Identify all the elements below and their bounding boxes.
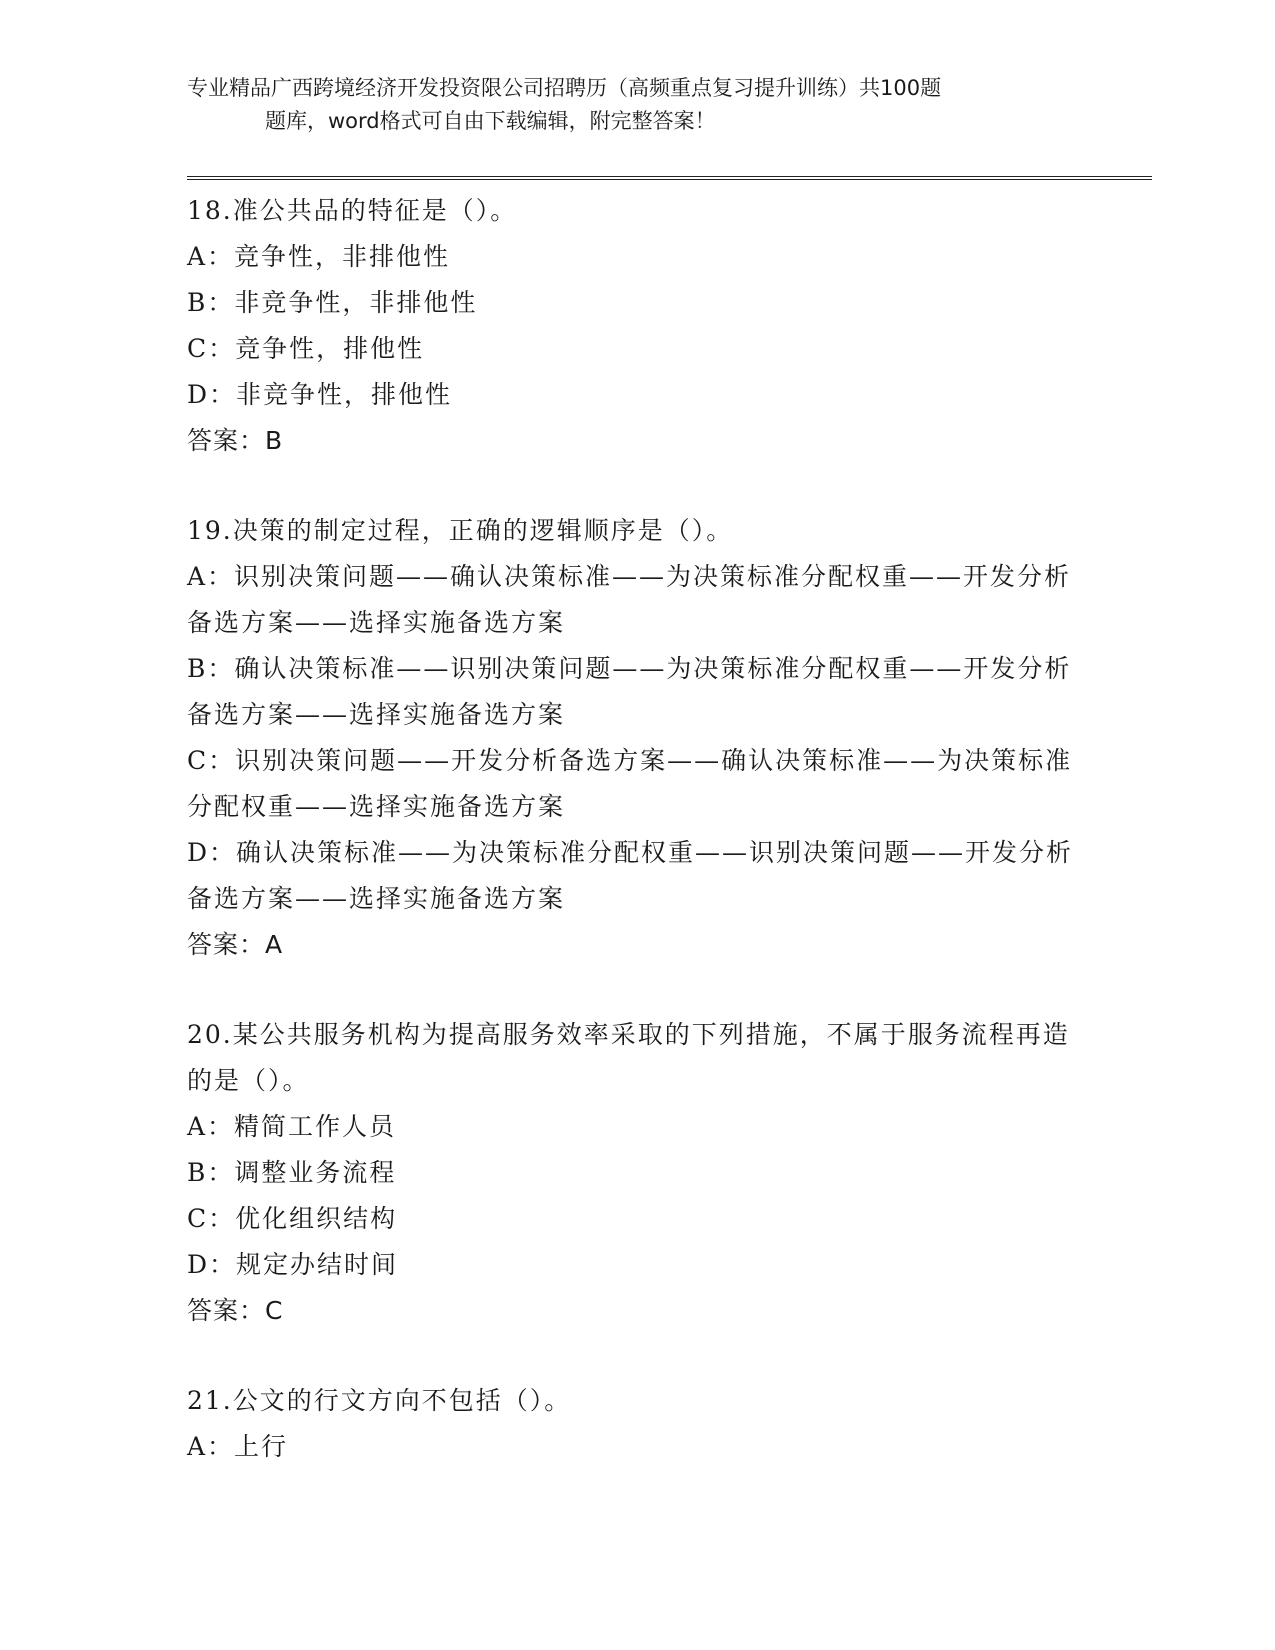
document-header	[187, 72, 1087, 138]
question-list	[187, 188, 1087, 1470]
question-stem: 21.公文的行文方向不包括（）。	[187, 1386, 572, 1415]
answer-label: 答案：C	[187, 1296, 284, 1325]
header-title-line-2: 题库，word格式可自由下载编辑，附完整答案！	[265, 109, 716, 133]
option-d: D：确认决策标准——为决策标准分配权重——识别决策问题——开发分析备选方案——选择实施备选方案	[187, 838, 1074, 913]
option-a: A：精简工作人员	[187, 1112, 397, 1141]
question-19	[187, 508, 1087, 968]
option-a: A：竞争性，非排他性	[187, 242, 451, 271]
answer-label: 答案：A	[187, 930, 284, 959]
option-b: B：调整业务流程	[187, 1158, 397, 1187]
option-c: C：竞争性，排他性	[187, 334, 425, 363]
option-a: A：上行	[187, 1432, 289, 1461]
header-divider	[187, 176, 1152, 180]
option-d: D：非竞争性，排他性	[187, 380, 453, 409]
option-a: A：识别决策问题——确认决策标准——为决策标准分配权重——开发分析备选方案——选择实施备选方案	[187, 562, 1072, 637]
option-d: D：规定办结时间	[187, 1250, 399, 1279]
answer-label: 答案：B	[187, 426, 284, 455]
question-stem: 20.某公共服务机构为提高服务效率采取的下列措施，不属于服务流程再造的是（）。	[187, 1020, 1070, 1095]
question-20	[187, 1012, 1087, 1334]
question-21	[187, 1378, 1087, 1470]
option-c: C：识别决策问题——开发分析备选方案——确认决策标准——为决策标准分配权重——选择实施备选方案	[187, 746, 1073, 821]
option-b: B：确认决策标准——识别决策问题——为决策标准分配权重——开发分析备选方案——选择实施备选方案	[187, 654, 1072, 729]
question-18	[187, 188, 1087, 464]
question-stem: 18.准公共品的特征是（）。	[187, 196, 518, 225]
question-stem: 19.决策的制定过程，正确的逻辑顺序是（）。	[187, 516, 734, 545]
option-b: B：非竞争性，非排他性	[187, 288, 478, 317]
header-title-line-1: 专业精品广西跨境经济开发投资限公司招聘历（高频重点复习提升训练）共100题	[187, 76, 942, 100]
option-c: C：优化组织结构	[187, 1204, 398, 1233]
